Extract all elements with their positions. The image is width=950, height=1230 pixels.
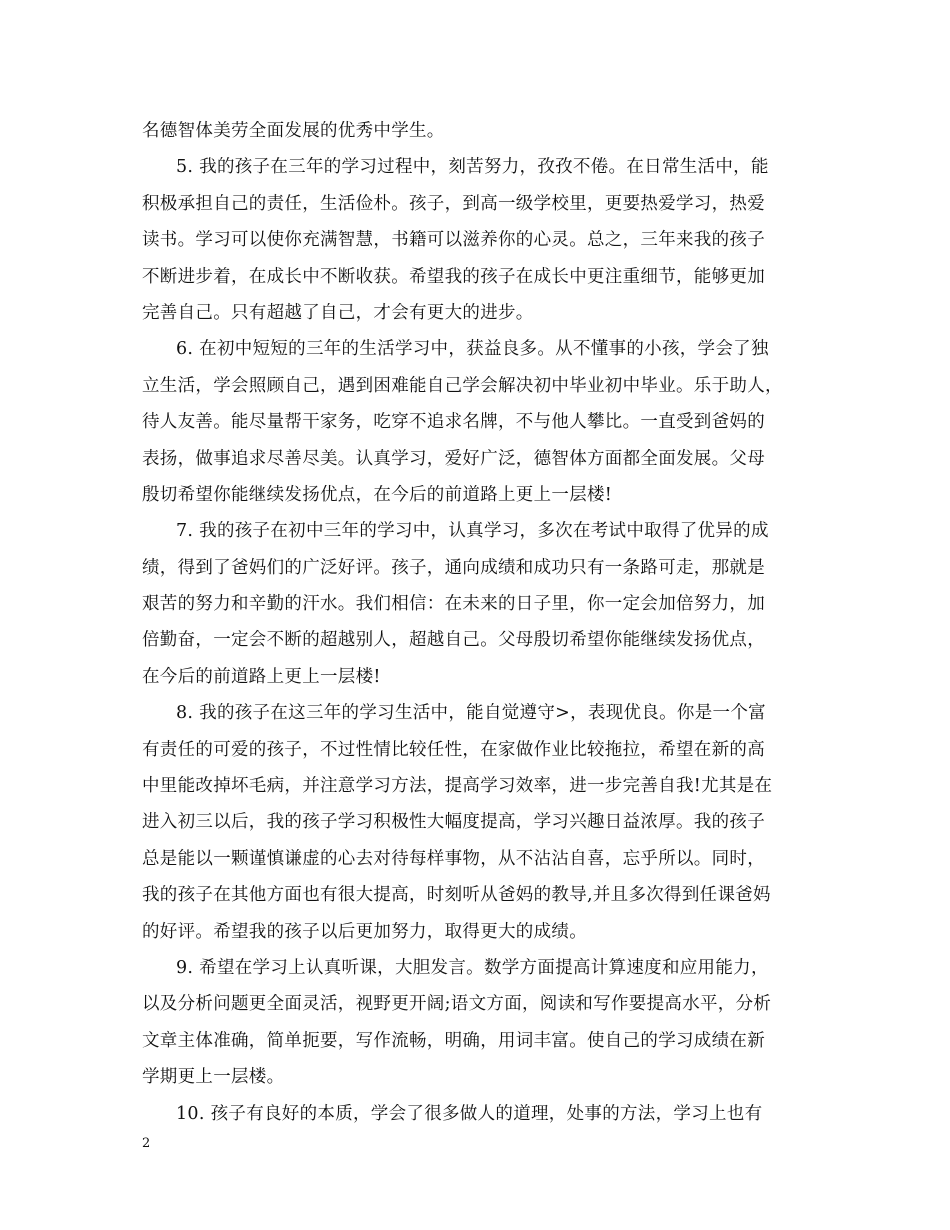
text-line: 倍勤奋，一定会不断的超越别人，超越自己。父母殷切希望你能继续发扬优点， [142,630,765,651]
text-line: 我的孩子在其他方面也有很大提高，时刻听从爸妈的教导,并且多次得到任课爸妈 [142,885,771,906]
text-line: 积极承担自己的责任，生活俭朴。孩子，到高一级学校里，更要热爱学习，热爱 [142,193,765,214]
text-line: 总是能以一颗谨慎谦虚的心去对待每样事物，从不沾沾自喜，忘乎所以。同时， [142,848,765,869]
text-line: 以及分析问题更全面灵活，视野更开阔;语文方面，阅读和写作要提高水平，分析 [142,994,772,1015]
text-line: 立生活，学会照顾自己，遇到困难能自己学会解决初中毕业初中毕业。乐于助人， [142,375,783,396]
page-number: 2 [142,1136,151,1151]
text-line: 名德智体美劳全面发展的优秀中学生。 [142,121,445,141]
text-line: 的好评。希望我的孩子以后更加努力，取得更大的成绩。 [142,921,587,942]
text-line: 待人友善。能尽量帮干家务，吃穿不追求名牌，不与他人攀比。一直受到爸妈的 [142,412,765,433]
text-line: 完善自己。只有超越了自己，才会有更大的进步。 [142,302,534,323]
text-line: 9. 希望在学习上认真听课，大胆发言。数学方面提高计算速度和应用能力， [176,957,769,978]
text-line: 有责任的可爱的孩子，不过性情比较任性，在家做作业比较拖拉，希望在新的高 [142,739,765,760]
body-text [142,113,832,1132]
text-line: 中里能改掉坏毛病，并注意学习方法，提高学习效率，进一步完善自我!尤其是在 [142,776,773,797]
text-line: 不断进步着，在成长中不断收获。希望我的孩子在成长中更注重细节，能够更加 [142,266,765,287]
text-line: 殷切希望你能继续发扬优点，在今后的前道路上更上一层楼! [142,484,613,505]
text-line: 6. 在初中短短的三年的生活学习中，获益良多。从不懂事的小孩，学会了独 [176,339,769,360]
text-line: 学期更上一层楼。 [142,1067,285,1088]
text-line: 绩，得到了爸妈们的广泛好评。孩子，通向成绩和成功只有一条路可走，那就是 [142,557,765,578]
text-line: 8. 我的孩子在这三年的学习生活中，能自觉遵守>，表现优良。你是一个富 [176,703,766,724]
text-line: 在今后的前道路上更上一层楼! [142,666,381,687]
text-line: 7. 我的孩子在初中三年的学习中，认真学习，多次在考试中取得了优异的成 [176,521,769,542]
text-line: 进入初三以后，我的孩子学习积极性大幅度提高，学习兴趣日益浓厚。我的孩子 [142,812,765,833]
text-line: 10. 孩子有良好的本质，学会了很多做人的道理，处事的方法，学习上也有 [176,1103,763,1124]
text-line: 5. 我的孩子在三年的学习过程中，刻苦努力，孜孜不倦。在日常生活中，能 [176,157,769,178]
text-line: 艰苦的努力和辛勤的汗水。我们相信：在未来的日子里，你一定会加倍努力，加 [142,594,765,615]
text-line: 读书。学习可以使你充满智慧，书籍可以滋养你的心灵。总之，三年来我的孩子 [142,230,765,251]
text-line: 文章主体准确，简单扼要，写作流畅，明确，用词丰富。使自己的学习成绩在新 [142,1030,765,1051]
text-line: 表扬，做事追求尽善尽美。认真学习，爱好广泛，德智体方面都全面发展。父母 [142,448,765,469]
